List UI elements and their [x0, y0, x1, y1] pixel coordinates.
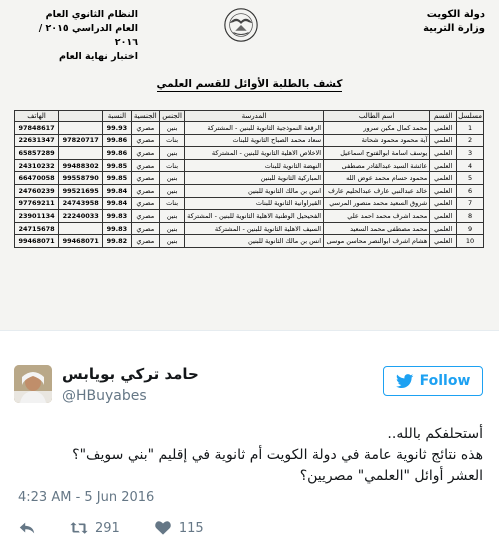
retweet-button[interactable] — [70, 520, 120, 536]
cell-school: انس بن مالك الثانوية للبنين — [185, 235, 324, 248]
cell-phone1 — [59, 147, 103, 160]
table-row — [15, 184, 484, 197]
table-row — [15, 122, 484, 135]
cell-section: العلمي — [430, 210, 457, 223]
tweet-line: هذه نتائج ثانوية عامة في دولة الكويت أم ثانوية في إقليم "بني سويف"؟ — [72, 447, 483, 463]
cell-gender: بنين — [160, 184, 185, 197]
cell-n: 2 — [457, 134, 484, 147]
cell-gender: بنات — [160, 159, 185, 172]
cell-school: الرقعة النموذجية الثانوية للبنين - المشتركة — [185, 122, 324, 135]
cell-phone1 — [59, 122, 103, 135]
cell-gender: بنين — [160, 222, 185, 235]
cell-section: العلمي — [430, 184, 457, 197]
cell-name: خالد عبدالنبي عارف عبدالحليم عارف — [324, 184, 430, 197]
cell-nationality: مصري — [131, 197, 160, 210]
cell-phone1 — [59, 222, 103, 235]
follow-label: Follow — [419, 373, 471, 389]
cell-section: العلمي — [430, 197, 457, 210]
cell-gender: بنين — [160, 210, 185, 223]
cell-phone1: 99521695 — [59, 184, 103, 197]
cell-gender: بنات — [160, 134, 185, 147]
cell-school: سعاد محمد الصباح الثانوية للبنات — [185, 134, 324, 147]
cell-n: 1 — [457, 122, 484, 135]
cell-phone2: 97848617 — [15, 122, 59, 135]
cell-nationality: مصري — [131, 159, 160, 172]
table-body — [15, 122, 484, 248]
like-button[interactable] — [154, 520, 204, 536]
cell-section: العلمي — [430, 172, 457, 185]
cell-phone1: 24743958 — [59, 197, 103, 210]
col-percentage: النسبة — [103, 111, 131, 122]
reply-button[interactable] — [18, 520, 36, 536]
avatar[interactable] — [14, 365, 52, 403]
tweet-line: أستحلفكم بالله.. — [387, 426, 483, 442]
cell-pct: 99.93 — [103, 122, 131, 135]
col-phone-2: الهاتف — [15, 111, 59, 122]
cell-school: المباركية الثانوية للبنين — [185, 172, 324, 185]
cell-school: السيف الاهلية الثانوية للبنين - المشتركة — [185, 222, 324, 235]
cell-nationality: مصري — [131, 235, 160, 248]
kuwait-emblem-icon — [222, 6, 260, 44]
cell-phone2: 23901134 — [15, 210, 59, 223]
col-gender: الجنس — [160, 111, 185, 122]
cell-school: الاخلاص الاهلية الثانوية للبنين - المشتركة — [185, 147, 324, 160]
cell-pct: 99.85 — [103, 159, 131, 172]
cell-phone2: 22631347 — [15, 134, 59, 147]
cell-school: القيراوانية الثانوية للبنات — [185, 197, 324, 210]
cell-phone2: 24715678 — [15, 222, 59, 235]
table-row — [15, 235, 484, 248]
cell-phone2: 66470058 — [15, 172, 59, 185]
cell-phone1: 22240033 — [59, 210, 103, 223]
cell-name: يوسف اسامة ابوالفتوح اسماعيل — [324, 147, 430, 160]
document-header-exam: النظام الثانوي العام العام الدراسي ٢٠١٥ / ٢٠١٦ اختبار نهاية العام — [38, 9, 138, 62]
tweet-text — [23, 424, 483, 487]
retweet-count: 291 — [95, 520, 120, 536]
cell-phone1: 97820717 — [59, 134, 103, 147]
col-section: القسم — [430, 111, 457, 122]
cell-nationality: مصري — [131, 122, 160, 135]
cell-gender: بنين — [160, 235, 185, 248]
cell-pct: 99.83 — [103, 222, 131, 235]
table-row — [15, 210, 484, 223]
cell-nationality: مصري — [131, 210, 160, 223]
like-count: 115 — [178, 520, 204, 536]
cell-section: العلمي — [430, 222, 457, 235]
document-title: كشف بالطلبة الأوائل للقسم العلمي — [156, 78, 343, 90]
col-phone-1 — [59, 111, 103, 122]
cell-nationality: مصري — [131, 172, 160, 185]
col-serial: مسلسل — [458, 112, 482, 120]
cell-pct: 99.84 — [103, 197, 131, 210]
col-school: المدرسة — [185, 111, 324, 122]
author-handle[interactable]: @HBuyabes — [62, 388, 147, 404]
cell-name: محمد مصطفى محمد السعيد — [324, 222, 430, 235]
top-students-table — [14, 110, 484, 248]
cell-section: العلمي — [430, 235, 457, 248]
cell-name: شروق السعيد محمد منصور المرسي — [324, 197, 430, 210]
cell-name: محمد اشرف محمد احمد علي — [324, 210, 430, 223]
cell-nationality: مصري — [131, 222, 160, 235]
tweet-actions — [18, 518, 238, 538]
cell-n: 9 — [457, 222, 484, 235]
tweet-timestamp[interactable]: 4:23 AM - 5 Jun 2016 — [18, 490, 155, 505]
cell-n: 10 — [457, 235, 484, 248]
cell-section: العلمي — [430, 122, 457, 135]
author-name[interactable]: حامد تركي بويابس — [62, 365, 199, 383]
cell-name: عائشة السيد عبدالقادر مصطفى — [324, 159, 430, 172]
cell-pct: 99.84 — [103, 184, 131, 197]
cell-n: 7 — [457, 197, 484, 210]
document-header-ministry: دولة الكويت وزارة التربية — [423, 9, 485, 34]
table-row — [15, 134, 484, 147]
cell-phone2: 97769211 — [15, 197, 59, 210]
cell-nationality: مصري — [131, 147, 160, 160]
table-row — [15, 159, 484, 172]
cell-phone1: 99488302 — [59, 159, 103, 172]
cell-gender: بنين — [160, 172, 185, 185]
cell-pct: 99.83 — [103, 210, 131, 223]
cell-section: العلمي — [430, 159, 457, 172]
cell-school: النهضة الثانوية للبنات — [185, 159, 324, 172]
cell-pct: 99.86 — [103, 147, 131, 160]
col-name: اسم الطالب — [324, 111, 430, 122]
cell-phone2: 65857289 — [15, 147, 59, 160]
cell-gender: بنات — [160, 197, 185, 210]
cell-nationality: مصري — [131, 184, 160, 197]
cell-name: محمد كمال مكين سرور — [324, 122, 430, 135]
table-row — [15, 222, 484, 235]
cell-name: محمود حسام محمد عوض الله — [324, 172, 430, 185]
cell-phone2: 24310232 — [15, 159, 59, 172]
cell-n: 5 — [457, 172, 484, 185]
cell-pct: 99.82 — [103, 235, 131, 248]
cell-school: انس بن مالك الثانوية للبنين — [185, 184, 324, 197]
cell-section: العلمي — [430, 147, 457, 160]
tweet-line: العشر أوائل "العلمي" مصريين؟ — [299, 468, 483, 484]
follow-button[interactable] — [383, 366, 483, 396]
reply-icon — [18, 520, 36, 536]
cell-name: آية محمود محمود شحاتة — [324, 134, 430, 147]
cell-gender: بنين — [160, 122, 185, 135]
cell-gender: بنين — [160, 147, 185, 160]
cell-n: 6 — [457, 184, 484, 197]
cell-school: الفحيحيل الوطنية الاهلية الثانوية للبنين - المشتركة — [185, 210, 324, 223]
cell-nationality: مصري — [131, 134, 160, 147]
cell-n: 3 — [457, 147, 484, 160]
cell-section: العلمي — [430, 134, 457, 147]
cell-pct: 99.86 — [103, 134, 131, 147]
twitter-bird-icon — [396, 374, 414, 389]
cell-phone1: 99558790 — [59, 172, 103, 185]
cell-pct: 99.85 — [103, 172, 131, 185]
retweet-icon — [70, 520, 88, 536]
cell-phone2: 24760239 — [15, 184, 59, 197]
table-row — [15, 172, 484, 185]
cell-phone1: 99468071 — [59, 235, 103, 248]
cell-name: هشام اشرف ابوالنصر محاسن موسى — [324, 235, 430, 248]
table-row — [15, 147, 484, 160]
table-header-row — [15, 111, 484, 122]
cell-n: 8 — [457, 210, 484, 223]
table-row — [15, 197, 484, 210]
cell-n: 4 — [457, 159, 484, 172]
col-nationality: الجنسية — [131, 111, 160, 122]
avatar-image — [14, 365, 52, 403]
cell-phone2: 99468071 — [15, 235, 59, 248]
like-heart-icon — [154, 520, 172, 536]
